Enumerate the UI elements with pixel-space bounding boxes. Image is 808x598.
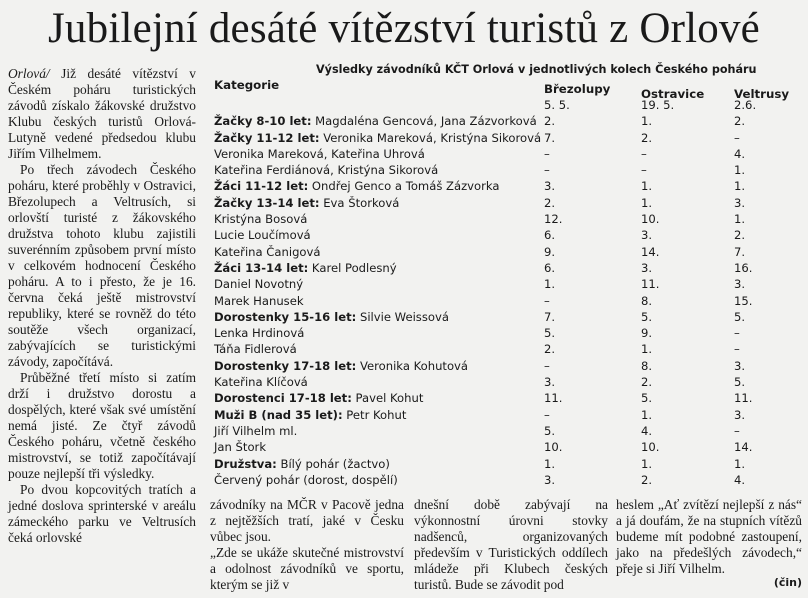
result-veltrusy: – [734, 423, 740, 438]
result-brezolupy: – [544, 146, 550, 161]
table-row [214, 390, 804, 406]
row-name: Magdaléna Gencová, Jana Zázvorková [311, 114, 537, 129]
row-competitor [214, 211, 307, 227]
article-paragraph [8, 66, 196, 162]
row-competitor [214, 325, 304, 341]
result-brezolupy: – [544, 293, 550, 308]
row-name: Lucie Loučímová [214, 228, 311, 243]
row-competitor [214, 293, 304, 309]
result-veltrusy: 4. [734, 472, 746, 487]
result-veltrusy: 3. [734, 407, 746, 422]
table-row [214, 456, 804, 472]
table-row [214, 374, 804, 390]
row-name: Táňa Fidlerová [214, 342, 297, 357]
table-row [214, 130, 804, 146]
result-brezolupy: 6. [544, 228, 556, 243]
paragraph-text: Již desáté vítězství v Českém poháru turistických závodů získalo žákovské družstvo Klubu českých turistů Orlová-Lutyně vedené předsedou klubu Jiřím Vilhelmem. [8, 66, 196, 161]
result-brezolupy: 3. [544, 472, 556, 487]
result-ostravice: 19. 5. [641, 98, 675, 112]
row-competitor [214, 227, 311, 243]
result-brezolupy: 1. [544, 277, 556, 292]
result-ostravice: 1. [641, 407, 653, 422]
results-table-title: Výsledky závodníků KČT Orlová v jednotlivých kolech Českého poháru [316, 63, 757, 76]
header-veltrusy: Veltrusy [734, 87, 790, 101]
table-row [214, 407, 804, 423]
result-ostravice: 5. [641, 309, 653, 324]
row-category: Dorostenky 15-16 let: [214, 309, 357, 324]
article-bottom-column-3 [616, 497, 802, 591]
header-ostravice: Ostravice [641, 87, 705, 101]
row-name: Veronika Mareková, Kateřina Uhrová [214, 146, 425, 161]
row-category: Žačky 8-10 let: [214, 114, 312, 129]
row-name: Petr Kohut [342, 407, 407, 422]
result-ostravice: 10. [641, 212, 660, 227]
result-ostravice: 1. [641, 456, 653, 471]
result-veltrusy: – [734, 130, 740, 145]
table-row [214, 244, 804, 260]
row-category: Družstva: [214, 456, 277, 471]
row-name: Veronika Mareková, Kristýna Sikorová [319, 130, 542, 145]
article-bottom-column-2 [414, 497, 608, 593]
row-name: Silvie Weissová [356, 309, 449, 324]
row-competitor [214, 113, 537, 129]
result-veltrusy: 2. [734, 114, 746, 129]
result-ostravice: 2. [641, 472, 653, 487]
result-brezolupy: 5. 5. [544, 98, 570, 112]
row-name: Lenka Hrdinová [214, 326, 305, 341]
table-row [214, 472, 804, 488]
row-category: Žáci 13-14 let: [214, 260, 309, 275]
result-veltrusy: 3. [734, 277, 746, 292]
row-competitor [214, 309, 449, 325]
table-row [214, 195, 804, 211]
result-ostravice: 1. [641, 342, 653, 357]
row-name: Jiří Vilhelm ml. [214, 423, 298, 438]
result-veltrusy: – [734, 342, 740, 357]
result-brezolupy: 10. [544, 440, 563, 455]
row-competitor [214, 244, 321, 260]
result-brezolupy: 9. [544, 244, 556, 259]
result-veltrusy: 5. [734, 375, 746, 390]
result-brezolupy: 7. [544, 309, 556, 324]
result-brezolupy: 11. [544, 391, 563, 406]
row-name: Kateřina Ferdiánová, Kristýna Sikorová [214, 163, 439, 178]
result-ostravice: 1. [641, 195, 653, 210]
result-veltrusy: 16. [734, 260, 753, 275]
result-ostravice: 10. [641, 440, 660, 455]
result-brezolupy: – [544, 407, 550, 422]
result-ostravice: – [641, 146, 647, 161]
result-veltrusy: 1. [734, 456, 746, 471]
table-row [214, 341, 804, 357]
result-brezolupy: – [544, 358, 550, 373]
result-ostravice: 4. [641, 423, 653, 438]
row-competitor [214, 195, 399, 211]
result-ostravice: 3. [641, 228, 653, 243]
table-row [214, 423, 804, 439]
result-brezolupy: 3. [544, 375, 556, 390]
result-veltrusy: 11. [734, 391, 753, 406]
row-name: Bílý pohár (žactvo) [276, 456, 390, 471]
table-row [214, 439, 804, 455]
article-bottom-column-1 [210, 497, 404, 593]
row-competitor [214, 276, 303, 292]
row-category: Žačky 11-12 let: [214, 130, 320, 145]
table-row [214, 325, 804, 341]
result-brezolupy: 3. [544, 179, 556, 194]
row-competitor [214, 423, 297, 439]
row-competitor [214, 472, 398, 488]
table-row [214, 227, 804, 243]
result-brezolupy: 7. [544, 130, 556, 145]
result-ostravice: 1. [641, 114, 653, 129]
table-row [214, 97, 804, 113]
results-table [214, 97, 804, 488]
result-brezolupy: 2. [544, 195, 556, 210]
header-category: Kategorie [214, 78, 280, 92]
result-veltrusy: 2. [734, 228, 746, 243]
result-veltrusy: 7. [734, 244, 746, 259]
row-name: Kristýna Bosová [214, 212, 308, 227]
row-name: Karel Podlesný [308, 260, 397, 275]
table-row [214, 358, 804, 374]
result-ostravice: 9. [641, 326, 653, 341]
article-headline: Jubilejní desáté vítězství turistů z Orlové [48, 5, 760, 52]
table-row [214, 309, 804, 325]
row-name: Eva Štorková [319, 195, 400, 210]
table-row [214, 260, 804, 276]
article-paragraph: Po dvou kopcovitých tratích a jedné doslova sprinterské v areálu zámeckého parku ve Veltrusích čeká orlovské [8, 482, 196, 545]
row-competitor [214, 341, 297, 357]
result-veltrusy: 1. [734, 179, 746, 194]
result-ostravice: 2. [641, 375, 653, 390]
row-category: Dorostenci 17-18 let: [214, 391, 352, 406]
result-ostravice: 5. [641, 391, 653, 406]
article-left-column [8, 66, 196, 546]
row-name: Marek Hanusek [214, 293, 304, 308]
row-competitor [214, 162, 438, 178]
result-ostravice: 1. [641, 179, 653, 194]
article-paragraph: závodníky na MČR v Pacově jedna z nejtěžších tratí, jaké v Česku vůbec jsou. „Zde se ukáže skutečné mistrovství a odolnost závodníků ve sportu, kterým se již v [210, 497, 404, 592]
row-competitor [214, 358, 468, 374]
row-category: Muži B (nad 35 let): [214, 407, 343, 422]
table-row [214, 293, 804, 309]
result-brezolupy: 12. [544, 212, 563, 227]
result-veltrusy: 4. [734, 146, 746, 161]
table-row [214, 113, 804, 129]
article-paragraph: Po třech závodech Českého poháru, které proběhly v Ostravici, Březolupech a Veltrusích, si orlovští turisté z žákovského družstva tohoto klubu zajistili suverénním způsobem první místo v celkovém hodnocení Českého poháru. A to i přesto, že je 16. června čeká ještě mistrovství republiky, které se rovněž do této soutěže všech organizací, zabývajících se turistickými závody, započítává. [8, 162, 196, 369]
row-category: Dorostenky 17-18 let: [214, 358, 357, 373]
row-competitor [214, 439, 266, 455]
table-row [214, 146, 804, 162]
table-row [214, 211, 804, 227]
table-row [214, 178, 804, 194]
result-brezolupy: 2. [544, 342, 556, 357]
result-ostravice: 8. [641, 358, 653, 373]
result-veltrusy: 3. [734, 358, 746, 373]
result-brezolupy: 6. [544, 260, 556, 275]
article-paragraph: dnešní době zabývají na výkonnostní úrovni stovky nadšenců, organizovaných především v Turistických oddílech mládeže při Klubech českých turistů. Bude se závodit pod [414, 497, 608, 592]
row-category: Žačky 13-14 let: [214, 195, 320, 210]
result-brezolupy: – [544, 163, 550, 178]
table-row [214, 162, 804, 178]
row-name: Pavel Kohut [351, 391, 424, 406]
table-row [214, 276, 804, 292]
row-name: Ondřej Genco a Tomáš Zázvorka [308, 179, 500, 194]
row-competitor [214, 374, 308, 390]
result-veltrusy: 14. [734, 440, 753, 455]
result-ostravice: – [641, 163, 647, 178]
row-name: Červený pohár (dorost, dospělí) [214, 472, 398, 487]
row-competitor [214, 390, 423, 406]
result-brezolupy: 5. [544, 423, 556, 438]
result-veltrusy: 1. [734, 163, 746, 178]
article-paragraph: heslem „Ať zvítězí nejlepší z nás“ a já doufám, že na stupních vítězů budeme mít podobné zastoupení, jako na předešlých závodech,“ přeje si Jiří Vilhelm. [616, 497, 802, 576]
row-competitor [214, 146, 425, 162]
header-brezolupy: Březolupy [544, 82, 611, 96]
row-name: Jan Štork [214, 440, 267, 455]
result-ostravice: 11. [641, 277, 660, 292]
result-brezolupy: 2. [544, 114, 556, 129]
result-brezolupy: 5. [544, 326, 556, 341]
row-competitor [214, 407, 406, 423]
result-ostravice: 3. [641, 260, 653, 275]
row-name: Veronika Kohutová [356, 358, 469, 373]
row-competitor [214, 456, 390, 472]
row-competitor [214, 260, 397, 276]
row-category: Žáci 11-12 let: [214, 179, 309, 194]
result-veltrusy: 1. [734, 212, 746, 227]
result-veltrusy: 2.6. [734, 98, 757, 112]
result-veltrusy: – [734, 326, 740, 341]
row-competitor [214, 130, 541, 146]
result-brezolupy: 1. [544, 456, 556, 471]
row-competitor [214, 178, 500, 194]
result-veltrusy: 15. [734, 293, 753, 308]
result-ostravice: 14. [641, 244, 660, 259]
row-name: Daniel Novotný [214, 277, 304, 292]
result-veltrusy: 5. [734, 309, 746, 324]
article-location: Orlová/ [8, 66, 50, 81]
result-veltrusy: 3. [734, 195, 746, 210]
result-ostravice: 8. [641, 293, 653, 308]
row-name: Kateřina Klíčová [214, 375, 308, 390]
result-ostravice: 2. [641, 130, 653, 145]
article-paragraph: Průběžné třetí místo si zatím drží i družstvo dorostu a dospělých, které však své umístění nemá jisté. Ze čtyř závodů Českého poháru, včetně českého mistrovství, se totiž započítávají pouze nejlepší tři výsledky. [8, 370, 196, 481]
row-name: Kateřina Čanigová [214, 244, 321, 259]
article-signature: (čin) [773, 576, 802, 589]
